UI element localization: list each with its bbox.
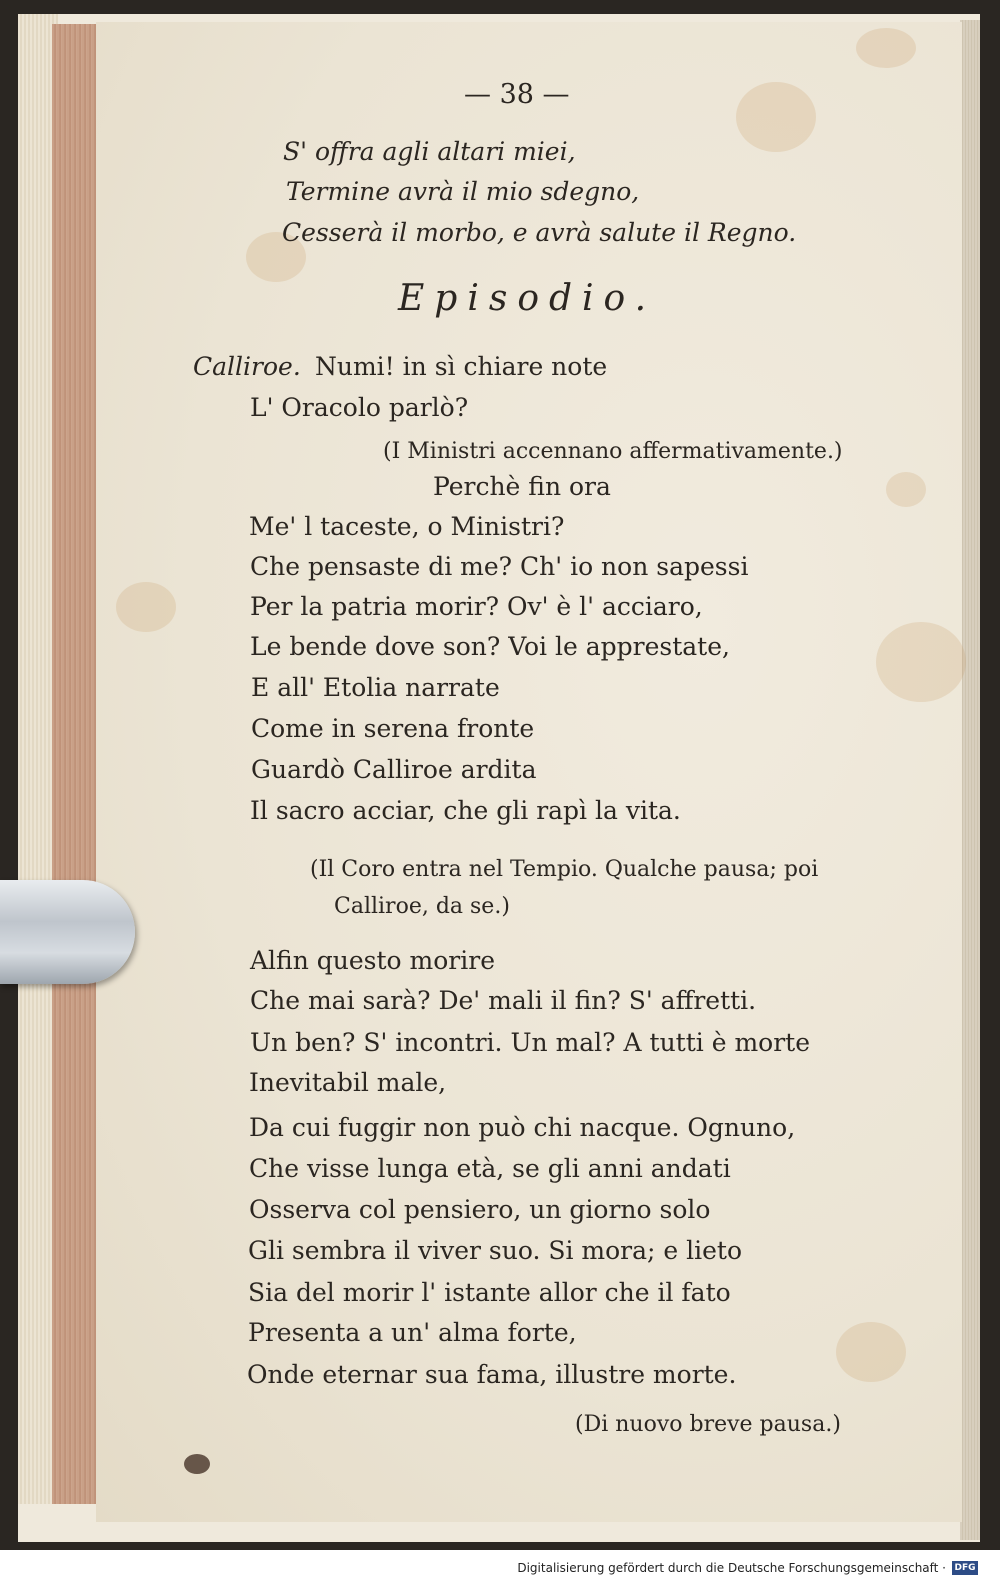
page-clip <box>0 880 135 984</box>
left-page-stack <box>52 24 98 1504</box>
foxing-stain <box>836 1322 906 1382</box>
verse-line: Che visse lunga età, se gli anni andati <box>249 1154 731 1183</box>
verse-line: Gli sembra il viver suo. Si mora; e lieto <box>248 1236 743 1265</box>
verse-line: Come in serena fronte <box>251 714 535 743</box>
stage-direction: (Il Coro entra nel Tempio. Qualche pausa; poi <box>310 857 819 882</box>
oracle-line: S' offra agli altari miei, <box>283 137 576 166</box>
right-page-edges <box>960 20 980 1540</box>
stage-direction: (Di nuovo breve pausa.) <box>575 1412 841 1437</box>
foxing-stain <box>856 28 916 68</box>
speaker-name: Calliroe. <box>193 352 301 381</box>
funding-credit: Digitalisierung gefördert durch die Deutsche Forschungsgemeinschaft · <box>517 1561 946 1575</box>
verse-line: Numi! in sì chiare note <box>315 352 608 381</box>
dfg-logo: DFG <box>952 1561 978 1575</box>
verse-line: Il sacro acciar, che gli rapì la vita. <box>250 796 681 825</box>
verse-line: Sia del morir l' istante allor che il fato <box>248 1278 731 1307</box>
verse-line: Me' l taceste, o Ministri? <box>249 512 565 541</box>
verse-line: Inevitabil male, <box>249 1068 447 1097</box>
page-number: — 38 — <box>464 79 570 110</box>
verse-line: Che pensaste di me? Ch' io non sapessi <box>250 552 749 581</box>
verse-line: Che mai sarà? De' mali il fin? S' affretti. <box>250 986 757 1015</box>
verse-line: Perchè fin ora <box>433 472 611 501</box>
verse-line: Presenta a un' alma forte, <box>248 1318 577 1347</box>
stage-direction: Calliroe, da se.) <box>334 894 510 919</box>
foxing-stain <box>736 82 816 152</box>
foxing-stain <box>876 622 966 702</box>
verse-line: E all' Etolia narrate <box>251 673 500 702</box>
verse-line: L' Oracolo parlò? <box>250 393 469 422</box>
ink-blot <box>184 1454 210 1474</box>
stage-direction: (I Ministri accennano affermativamente.) <box>383 439 843 464</box>
verse-line: Osserva col pensiero, un giorno solo <box>249 1195 711 1224</box>
verse-line: Guardò Calliroe ardita <box>251 755 537 784</box>
verse-line: Le bende dove son? Voi le apprestate, <box>250 632 730 661</box>
foxing-stain <box>886 472 926 507</box>
verse-line: Da cui fuggir non può chi nacque. Ognuno, <box>249 1113 796 1142</box>
digitization-footer <box>517 1551 978 1585</box>
oracle-line: Termine avrà il mio sdegno, <box>286 177 640 206</box>
verse-line: Un ben? S' incontri. Un mal? A tutti è morte <box>250 1028 810 1057</box>
section-title: Episodio. <box>398 278 657 319</box>
verse-line: Onde eternar sua fama, illustre morte. <box>247 1360 737 1389</box>
foxing-stain <box>116 582 176 632</box>
verse-line: Per la patria morir? Ov' è l' acciaro, <box>250 592 703 621</box>
verse-line: Alfin questo morire <box>250 946 495 975</box>
oracle-line: Cesserà il morbo, e avrà salute il Regno. <box>282 218 797 247</box>
